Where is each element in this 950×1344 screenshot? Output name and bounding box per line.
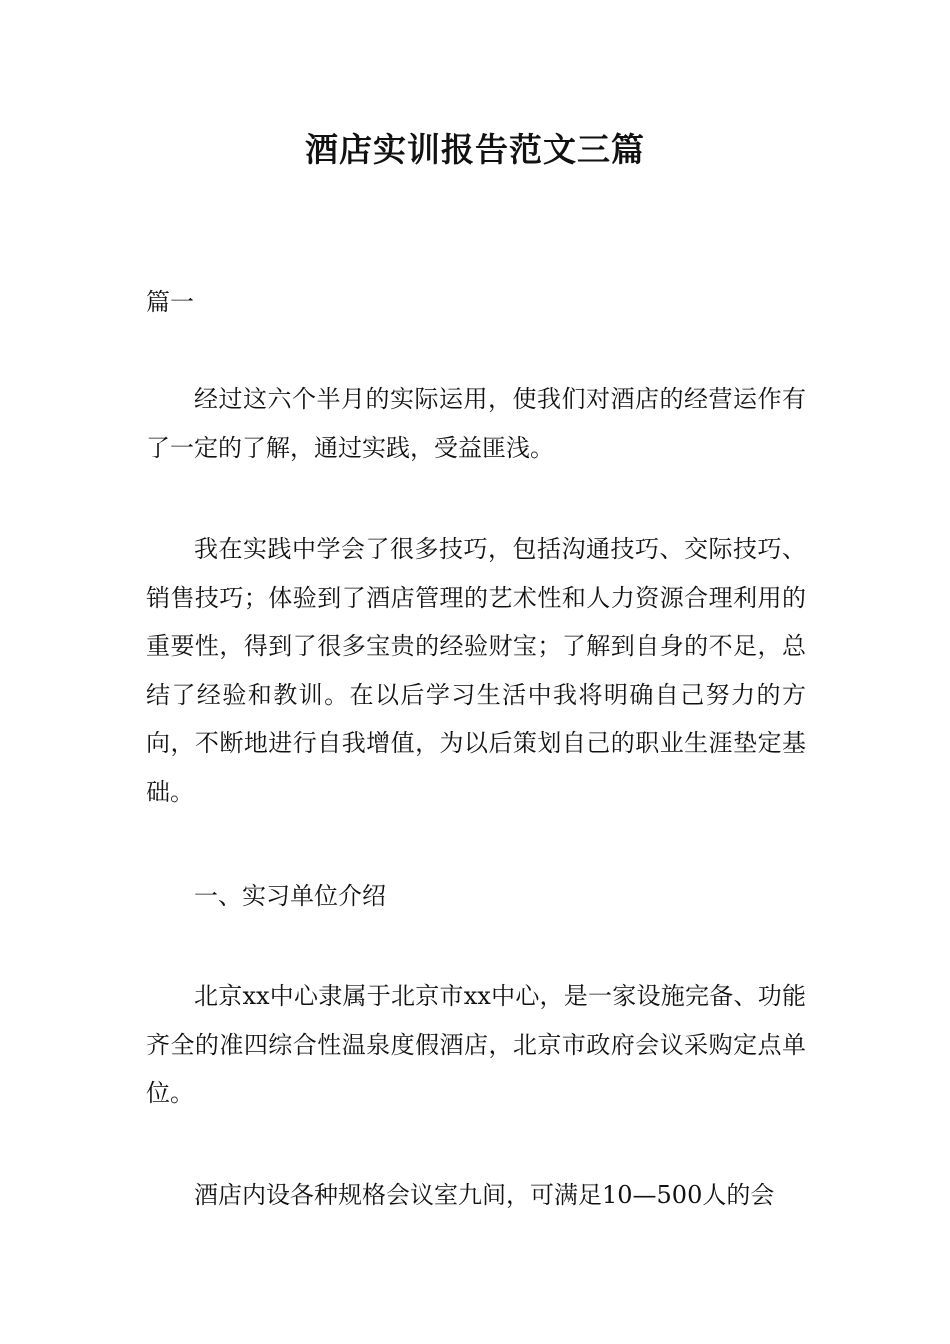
document-title: 酒店实训报告范文三篇 [305,130,645,169]
paragraph: 北京xx中心隶属于北京市xx中心，是一家设施完备、功能齐全的准四综合性温泉度假酒店，北京市政府会议采购定点单位。 [146,982,806,1107]
paragraph: 我在实践中学会了很多技巧，包括沟通技巧、交际技巧、销售技巧；体验到了酒店管理的艺术性和人力资源合理利用的重要性，得到了很多宝贵的经验财宝；了解到自身的不足，总结了经验和教训。在以后学习生活中我将明确自己努力的方向，不断地进行自我增值，为以后策划自己的职业生涯垫定基础。 [146,535,806,806]
section-heading: 一、实习单位介绍 [194,882,386,910]
paragraph: 酒店内设各种规格会议室九间，可满足10—500人的会 [194,1181,775,1209]
section-label: 篇一 [146,288,194,316]
paragraph: 经过这六个半月的实际运用，使我们对酒店的经营运作有了一定的了解，通过实践，受益匪浅。 [146,385,806,462]
